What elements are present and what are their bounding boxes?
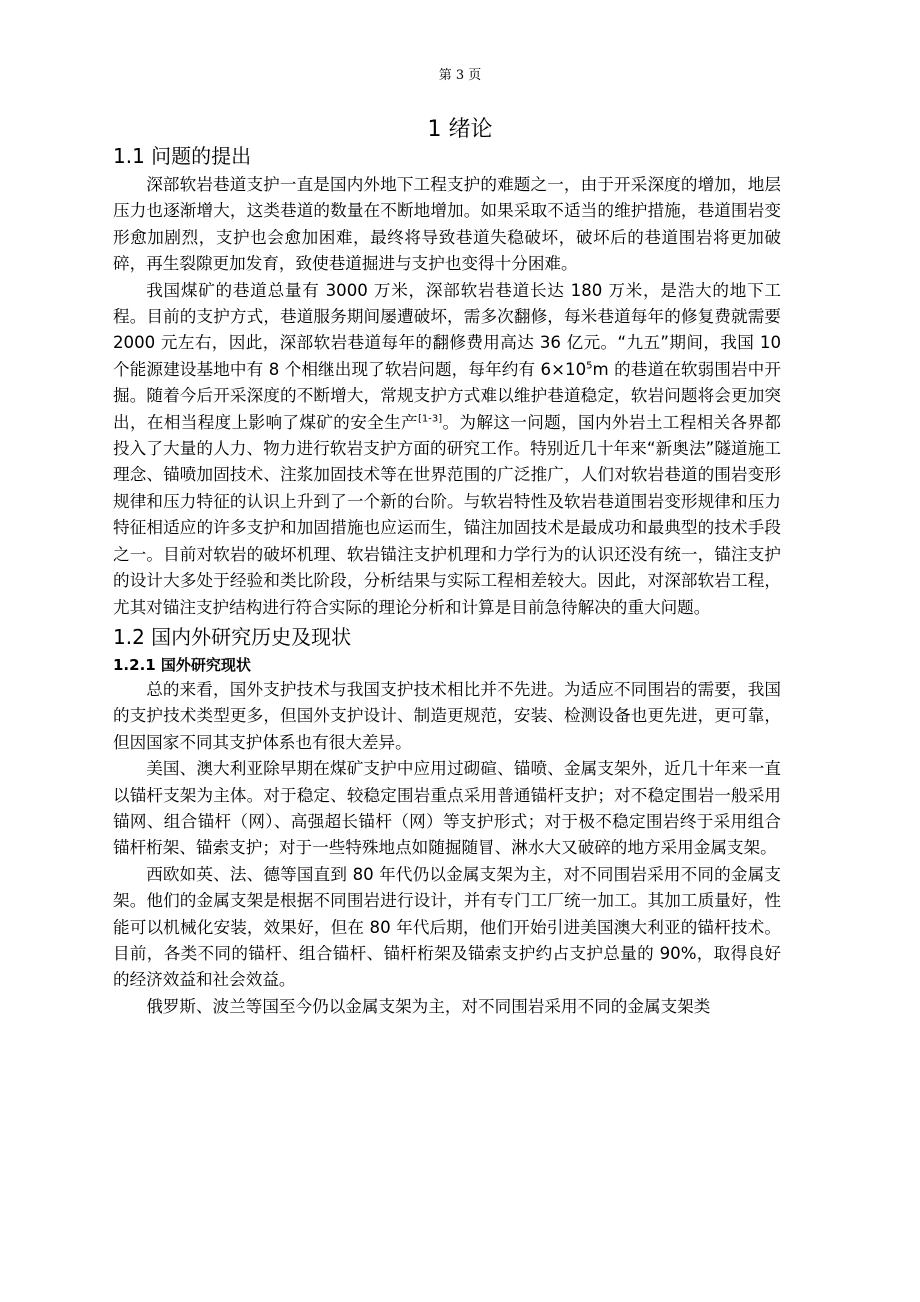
citation-reference: [1-3] bbox=[418, 413, 443, 425]
paragraph: 俄罗斯、波兰等国至今仍以金属支架为主，对不同围岩采用不同的金属支架类 bbox=[146, 996, 711, 1016]
superscript-exponent: 5 bbox=[586, 360, 593, 372]
paragraph: 深部软岩巷道支护一直是国内外地下工程支护的难题之一，由于开采深度的增加，地层压力也逐渐增大，这类巷道的数量在不断地增加。如果采取不适当的维护措施，巷道围岩变形愈加剧烈，支护也会愈加困难，最终将导致巷道失稳破坏，破坏后的巷道围岩将更加破碎，再生裂隙更加发育，致使巷道掘进与支护也变得十分困难。 bbox=[113, 175, 781, 274]
chapter-title: 1 绪论 bbox=[427, 117, 493, 142]
document-body bbox=[113, 140, 781, 1020]
subsection-heading-1-2-1: 1.2.1 国外研究现状 bbox=[113, 655, 251, 674]
paragraph-text: m 的巷道在软弱围岩中开掘。随着今后开采深度的不断增大，常规支护方式难以维护巷道稳定，软岩问题将会更加突出，在相当程度上影响了煤矿的安全生产 bbox=[113, 359, 781, 432]
section-heading-1-1: 1.1 问题的提出 bbox=[113, 144, 252, 168]
paragraph: 总的来看，国外支护技术与我国支护技术相比并不先进。为适应不同围岩的需要，我国的支护技术类型更多，但国外支护设计、制造更规范，安装、检测设备也更先进，更可靠，但因国家不同其支护体系也有很大差异。 bbox=[113, 679, 781, 752]
section-heading-1-2: 1.2 国内外研究历史及现状 bbox=[113, 624, 352, 649]
paragraph: 美国、澳大利亚除早期在煤矿支护中应用过砌碹、锚喷、金属支架外，近几十年来一直以锚杆支架为主体。对于稳定、较稳定围岩重点采用普通锚杆支护；对不稳定围岩一般采用锚网、组合锚杆（网）、高强超长锚杆（网）等支护形式；对于极不稳定围岩终于采用组合锚杆桁架、锚索支护；对于一些特殊地点如随掘随冒、淋水大又破碎的地方采用金属支架。 bbox=[113, 759, 781, 858]
paragraph: 西欧如英、法、德等国直到 80 年代仍以金属支架为主，对不同围岩采用不同的金属支架。他们的金属支架是根据不同围岩进行设计，并有专门工厂统一加工。其加工质量好，性能可以机械化安装，效果好，但在 80 年代后期，他们开始引进美国澳大利亚的锚杆技术。目前，各类不同的锚杆、组合锚杆、锚杆桁架及锚索支护约占支护总量的 90%，取得良好的经济效益和社会效益。 bbox=[113, 864, 781, 990]
page-number-header: 第 3 页 bbox=[438, 68, 482, 83]
paragraph-text: 。为解这一问题，国内外岩土工程相关各界都投入了大量的人力、物力进行软岩支护方面的研究工作。特别近几十年来“新奥法”隧道施工理念、锚喷加固技术、注浆加固技术等在世界范围的广泛推广，人们对软岩巷道的围岩变形规律和压力特征的认识上升到了一个新的台阶。与软岩特性及软岩巷道围岩变形规律和压力特征相适应的许多支护和加固措施也应运而生，锚注加固技术是最成功和最典型的技术手段之一。目前对软岩的破坏机理、软岩锚注支护机理和力学行为的认识还没有统一，锚注支护的设计大多处于经验和类比阶段，分析结果与实际工程相差较大。因此，对深部软岩工程，尤其对锚注支护结构进行符合实际的理论分析和计算是目前急待解决的重大问题。 bbox=[113, 412, 782, 617]
paragraph-text: 我国煤矿的巷道总量有 3000 万米，深部软岩巷道长达 180 万米，是浩大的地下工程。目前的支护方式，巷道服务期间屡遭破坏，需多次翻修，每米巷道每年的修复费就需要 2000 元左右，因此，深部软岩巷道每年的翻修费用高达 36 亿元。“九五”期间，我国 10 个能源建设基地中有 8 个相继出现了软岩问题，每年约有 6×10 bbox=[113, 280, 781, 379]
paragraph bbox=[113, 278, 781, 621]
